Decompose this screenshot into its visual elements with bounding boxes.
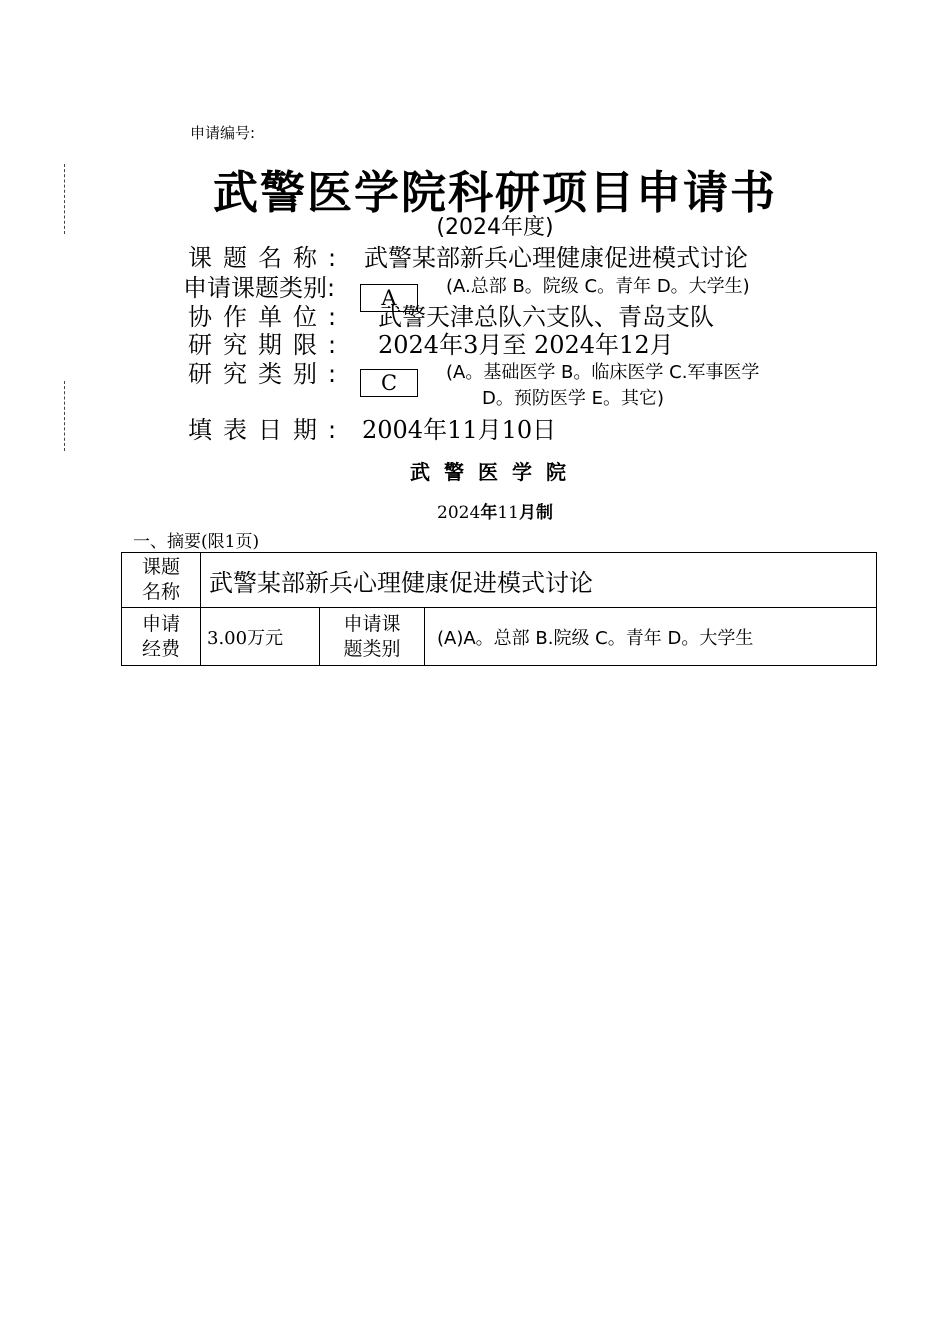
research-type-value-box[interactable]: C: [360, 369, 418, 397]
fill-date-label: 填表日期:: [188, 416, 348, 444]
table-row: [122, 553, 877, 608]
year-label: (2024年度): [436, 215, 554, 240]
coop-value[interactable]: 武警天津总队六支队、青岛支队: [378, 303, 714, 331]
made-month: 11: [497, 503, 519, 523]
title-value-cell[interactable]: 武警某部新兵心理健康促进模式讨论: [201, 553, 877, 608]
period-label: 研究期限:: [188, 331, 348, 359]
document-title: 武警医学院科研项目申请书: [212, 166, 777, 219]
title-header: [122, 553, 201, 608]
title-header-line1: 课题: [141, 556, 180, 578]
category-label: 申请课题类别:: [183, 274, 336, 302]
category-value-box[interactable]: A: [360, 284, 418, 312]
abstract-heading: 一、摘要(限1页): [133, 532, 260, 552]
table-row: [122, 608, 877, 666]
made-year: 2024: [437, 503, 481, 523]
research-type-options-line1: (A。基础医学 B。临床医学 C.军事医学: [446, 362, 760, 383]
coop-label: 协作单位:: [188, 303, 348, 331]
fill-date-value[interactable]: 2004年11月10日: [362, 416, 557, 444]
fund-value-cell[interactable]: 3.00万元: [201, 608, 320, 666]
category-options: (A.总部 B。院级 C。青年 D。大学生): [446, 276, 750, 297]
made-date: [0, 498, 950, 523]
category-header-line1: 申请课: [343, 612, 401, 635]
topic-value[interactable]: 武警某部新兵心理健康促进模式讨论: [364, 244, 748, 272]
made-year-suffix: 年: [480, 503, 498, 523]
category-header-line2: 题类别: [343, 637, 401, 660]
category-value-cell[interactable]: (A)A。总部 B.院级 C。青年 D。大学生: [425, 608, 877, 666]
made-month-suffix: 月制: [518, 503, 553, 523]
category-header: [320, 608, 425, 666]
margin-line-bottom: [64, 381, 65, 451]
research-type-label: 研究类别:: [188, 360, 348, 388]
institute-name: 武警医学院: [410, 460, 580, 484]
abstract-summary-table: [121, 552, 877, 666]
topic-label: 课题名称:: [188, 244, 348, 272]
period-value[interactable]: 2024年3月至 2024年12月: [378, 331, 674, 359]
application-number-label: 申请编号:: [190, 124, 256, 142]
fund-header-line1: 申请: [141, 612, 180, 635]
title-header-line2: 名称: [141, 581, 180, 603]
research-type-options-line2: D。预防医学 E。其它): [482, 388, 664, 409]
fund-header-line2: 经费: [141, 637, 180, 660]
fund-header: [122, 608, 201, 666]
